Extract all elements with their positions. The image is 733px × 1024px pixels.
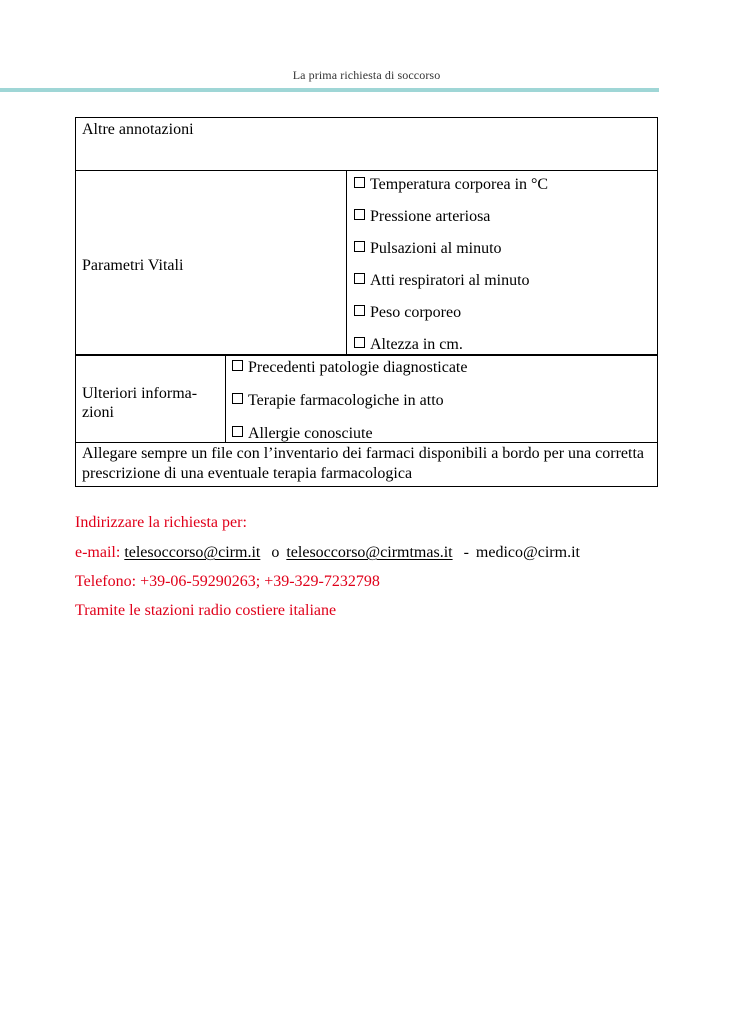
or-text: o (271, 544, 280, 561)
checkbox-icon[interactable] (354, 177, 365, 188)
info-options (226, 356, 657, 442)
vitals-options (347, 171, 657, 354)
email-line (75, 544, 580, 562)
checkbox-icon[interactable] (354, 273, 365, 284)
contact-intro: Indirizzare la richiesta per: (75, 514, 247, 531)
info-option[interactable]: Allergie conosciute (232, 422, 657, 444)
checkbox-icon[interactable] (354, 209, 365, 220)
info-label-line1: Ulteriori informa- (82, 385, 198, 402)
vitals-option[interactable]: Pulsazioni al minuto (354, 235, 657, 267)
dash-text: - (463, 544, 469, 561)
vitals-row (76, 170, 657, 354)
info-label (76, 356, 226, 442)
vitals-option[interactable]: Peso corporeo (354, 299, 657, 331)
vitals-label: Parametri Vitali (76, 171, 347, 354)
running-header: La prima richiesta di soccorso (292, 68, 441, 82)
email-link-cirmtmas[interactable]: telesoccorso@cirmtmas.it (286, 544, 453, 561)
info-row (76, 354, 657, 442)
medical-request-form (75, 117, 658, 487)
checkbox-icon[interactable] (232, 426, 243, 437)
vitals-option[interactable]: Temperatura corporea in °C (354, 171, 657, 203)
attachment-note: Allegare sempre un file con l’inventario dei farmaci disponibili a bordo per una corretta prescrizione di una eventuale terapia farmacologica (82, 445, 645, 482)
checkbox-icon[interactable] (354, 305, 365, 316)
phone-line: Telefono: +39-06-59290263; +39-329-7232798 (75, 573, 380, 590)
info-label-line2: zioni (82, 404, 114, 421)
radio-line: Tramite le stazioni radio costiere italiane (75, 602, 337, 619)
info-option[interactable]: Terapie farmacologiche in atto (232, 389, 657, 422)
vitals-option[interactable]: Atti respiratori al minuto (354, 267, 657, 299)
checkbox-icon[interactable] (354, 337, 365, 348)
info-option[interactable]: Precedenti patologie diagnosticate (232, 356, 657, 389)
vitals-option[interactable]: Altezza in cm. (354, 331, 657, 363)
email-label: e-mail: (75, 544, 121, 561)
checkbox-icon[interactable] (232, 360, 243, 371)
checkbox-icon[interactable] (232, 393, 243, 404)
header-rule (0, 88, 659, 92)
attachment-note-row (76, 442, 657, 486)
notes-label: Altre annotazioni (82, 121, 194, 138)
notes-row (76, 118, 657, 170)
email-link-telesoccorso[interactable]: telesoccorso@cirm.it (124, 544, 261, 561)
vitals-option[interactable]: Pressione arteriosa (354, 203, 657, 235)
email-medico[interactable]: medico@cirm.it (475, 544, 580, 561)
checkbox-icon[interactable] (354, 241, 365, 252)
